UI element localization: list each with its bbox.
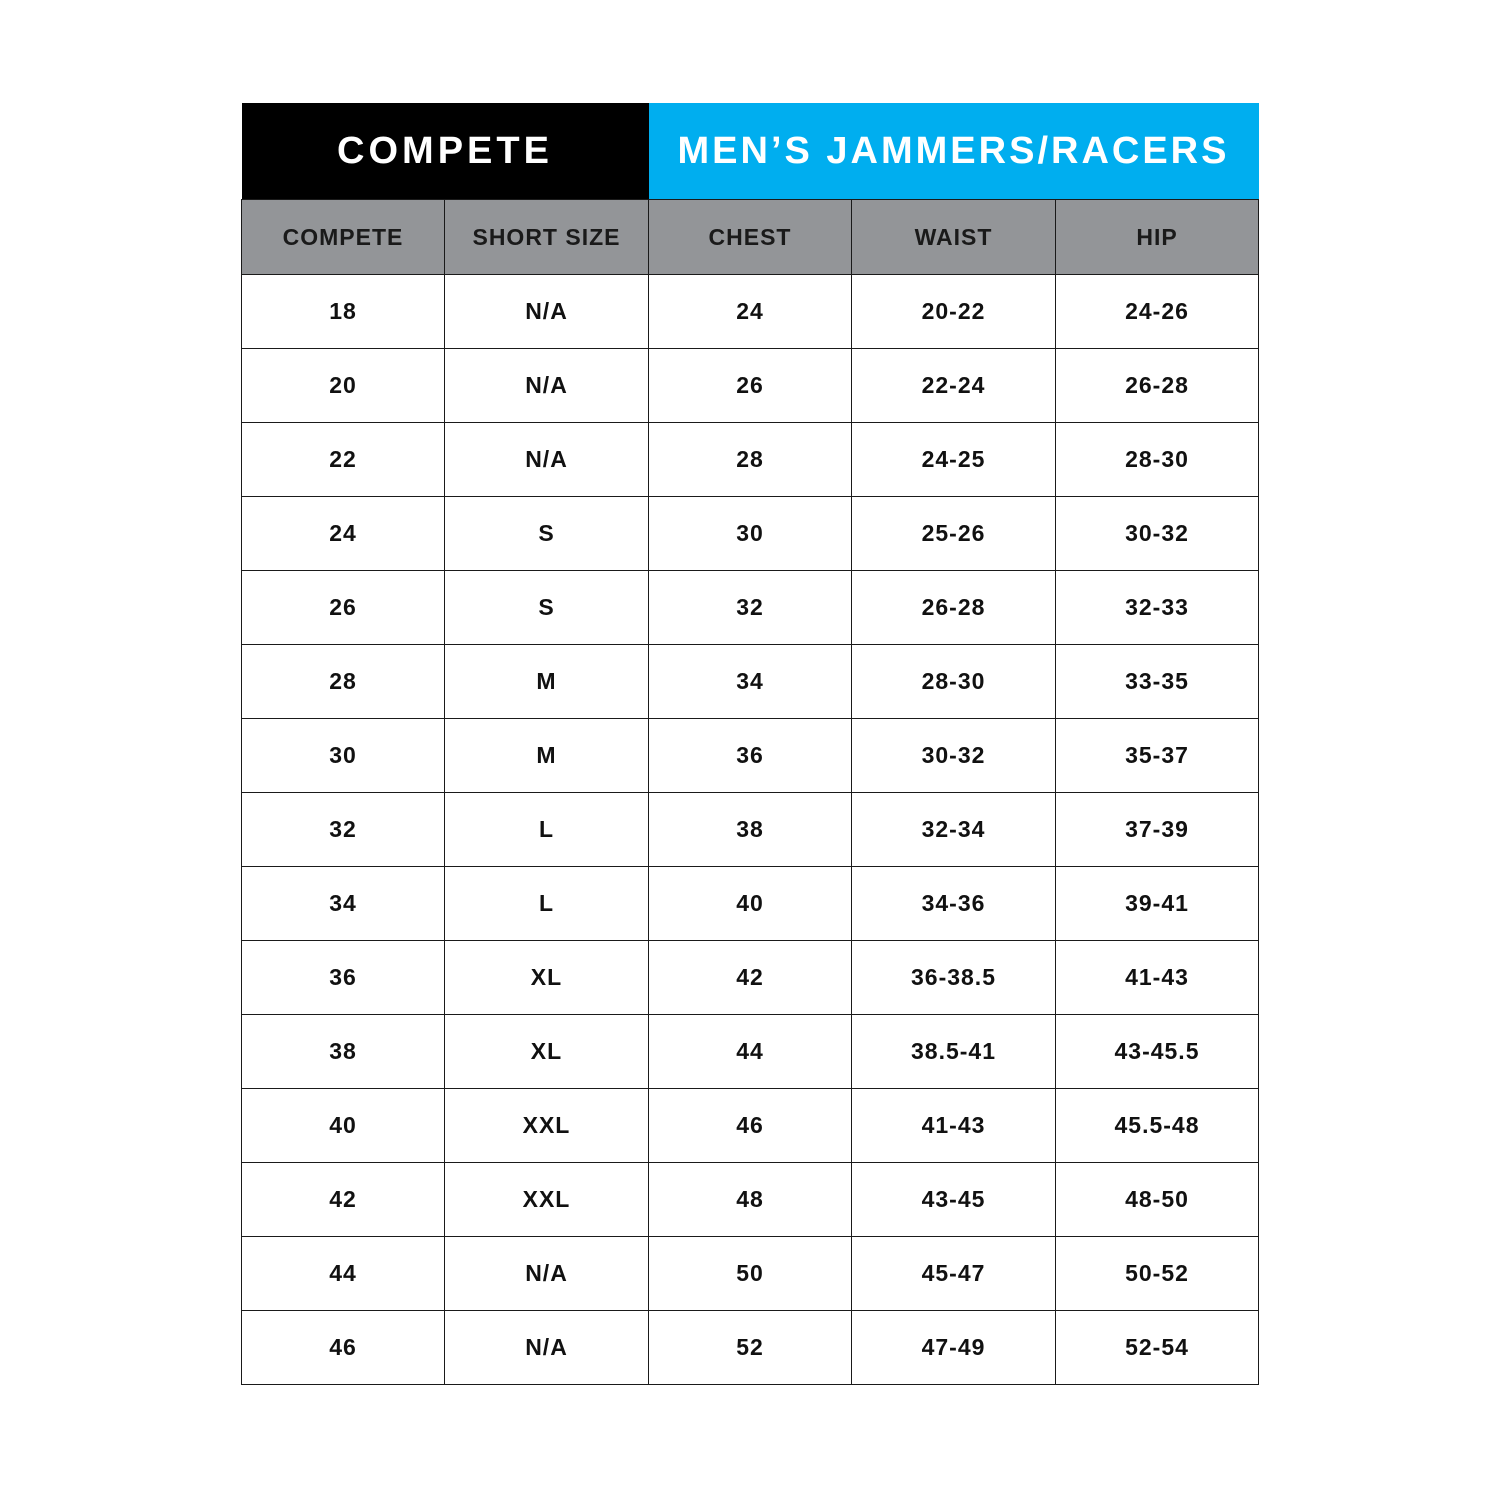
hip-cell: 30-32 [1056,497,1259,571]
chest-cell: 30 [649,497,852,571]
hip-cell: 26-28 [1056,349,1259,423]
chest-cell: 50 [649,1237,852,1311]
chest-cell: 52 [649,1311,852,1385]
short-size-cell: N/A [445,423,649,497]
compete-cell: 28 [242,645,445,719]
hip-cell: 43-45.5 [1056,1015,1259,1089]
product-title: MEN’S JAMMERS/RACERS [649,103,1259,200]
column-header-short-size: SHORT SIZE [445,200,649,275]
compete-cell: 32 [242,793,445,867]
short-size-cell: XXL [445,1163,649,1237]
table-row [242,571,1259,645]
short-size-cell: N/A [445,349,649,423]
column-header-row [242,200,1259,275]
waist-cell: 26-28 [852,571,1056,645]
short-size-cell: XL [445,941,649,1015]
compete-cell: 26 [242,571,445,645]
compete-cell: 36 [242,941,445,1015]
hip-cell: 39-41 [1056,867,1259,941]
column-header-hip: HIP [1056,200,1259,275]
size-chart-table [241,103,1259,1385]
table-row [242,719,1259,793]
title-row [242,103,1259,200]
compete-cell: 20 [242,349,445,423]
short-size-cell: S [445,571,649,645]
short-size-cell: XXL [445,1089,649,1163]
hip-cell: 24-26 [1056,275,1259,349]
waist-cell: 28-30 [852,645,1056,719]
compete-cell: 24 [242,497,445,571]
short-size-cell: L [445,793,649,867]
table-row [242,497,1259,571]
waist-cell: 43-45 [852,1163,1056,1237]
hip-cell: 52-54 [1056,1311,1259,1385]
table-row [242,1237,1259,1311]
hip-cell: 35-37 [1056,719,1259,793]
compete-cell: 18 [242,275,445,349]
table-row [242,867,1259,941]
compete-cell: 30 [242,719,445,793]
chest-cell: 34 [649,645,852,719]
waist-cell: 36-38.5 [852,941,1056,1015]
size-rows [242,275,1259,1385]
chest-cell: 42 [649,941,852,1015]
hip-cell: 50-52 [1056,1237,1259,1311]
table-row [242,349,1259,423]
compete-cell: 40 [242,1089,445,1163]
chest-cell: 44 [649,1015,852,1089]
short-size-cell: N/A [445,275,649,349]
short-size-cell: N/A [445,1237,649,1311]
chest-cell: 32 [649,571,852,645]
size-chart [241,103,1258,1385]
table-row [242,275,1259,349]
table-row [242,423,1259,497]
chest-cell: 40 [649,867,852,941]
short-size-cell: N/A [445,1311,649,1385]
chest-cell: 46 [649,1089,852,1163]
hip-cell: 32-33 [1056,571,1259,645]
short-size-cell: M [445,719,649,793]
waist-cell: 24-25 [852,423,1056,497]
hip-cell: 45.5-48 [1056,1089,1259,1163]
compete-cell: 42 [242,1163,445,1237]
table-row [242,645,1259,719]
hip-cell: 48-50 [1056,1163,1259,1237]
hip-cell: 33-35 [1056,645,1259,719]
table-row [242,1163,1259,1237]
table-row [242,1015,1259,1089]
waist-cell: 20-22 [852,275,1056,349]
compete-cell: 38 [242,1015,445,1089]
table-row [242,793,1259,867]
chest-cell: 38 [649,793,852,867]
chest-cell: 24 [649,275,852,349]
waist-cell: 47-49 [852,1311,1056,1385]
hip-cell: 28-30 [1056,423,1259,497]
chest-cell: 26 [649,349,852,423]
table-row [242,941,1259,1015]
column-header-waist: WAIST [852,200,1056,275]
waist-cell: 45-47 [852,1237,1056,1311]
waist-cell: 30-32 [852,719,1056,793]
waist-cell: 22-24 [852,349,1056,423]
column-header-chest: CHEST [649,200,852,275]
compete-cell: 34 [242,867,445,941]
compete-cell: 22 [242,423,445,497]
short-size-cell: XL [445,1015,649,1089]
hip-cell: 37-39 [1056,793,1259,867]
waist-cell: 38.5-41 [852,1015,1056,1089]
brand-title: COMPETE [242,103,649,200]
waist-cell: 41-43 [852,1089,1056,1163]
hip-cell: 41-43 [1056,941,1259,1015]
waist-cell: 34-36 [852,867,1056,941]
short-size-cell: M [445,645,649,719]
chest-cell: 28 [649,423,852,497]
short-size-cell: S [445,497,649,571]
chest-cell: 48 [649,1163,852,1237]
chest-cell: 36 [649,719,852,793]
compete-cell: 46 [242,1311,445,1385]
table-row [242,1089,1259,1163]
waist-cell: 32-34 [852,793,1056,867]
waist-cell: 25-26 [852,497,1056,571]
column-header-compete: COMPETE [242,200,445,275]
compete-cell: 44 [242,1237,445,1311]
table-row [242,1311,1259,1385]
short-size-cell: L [445,867,649,941]
